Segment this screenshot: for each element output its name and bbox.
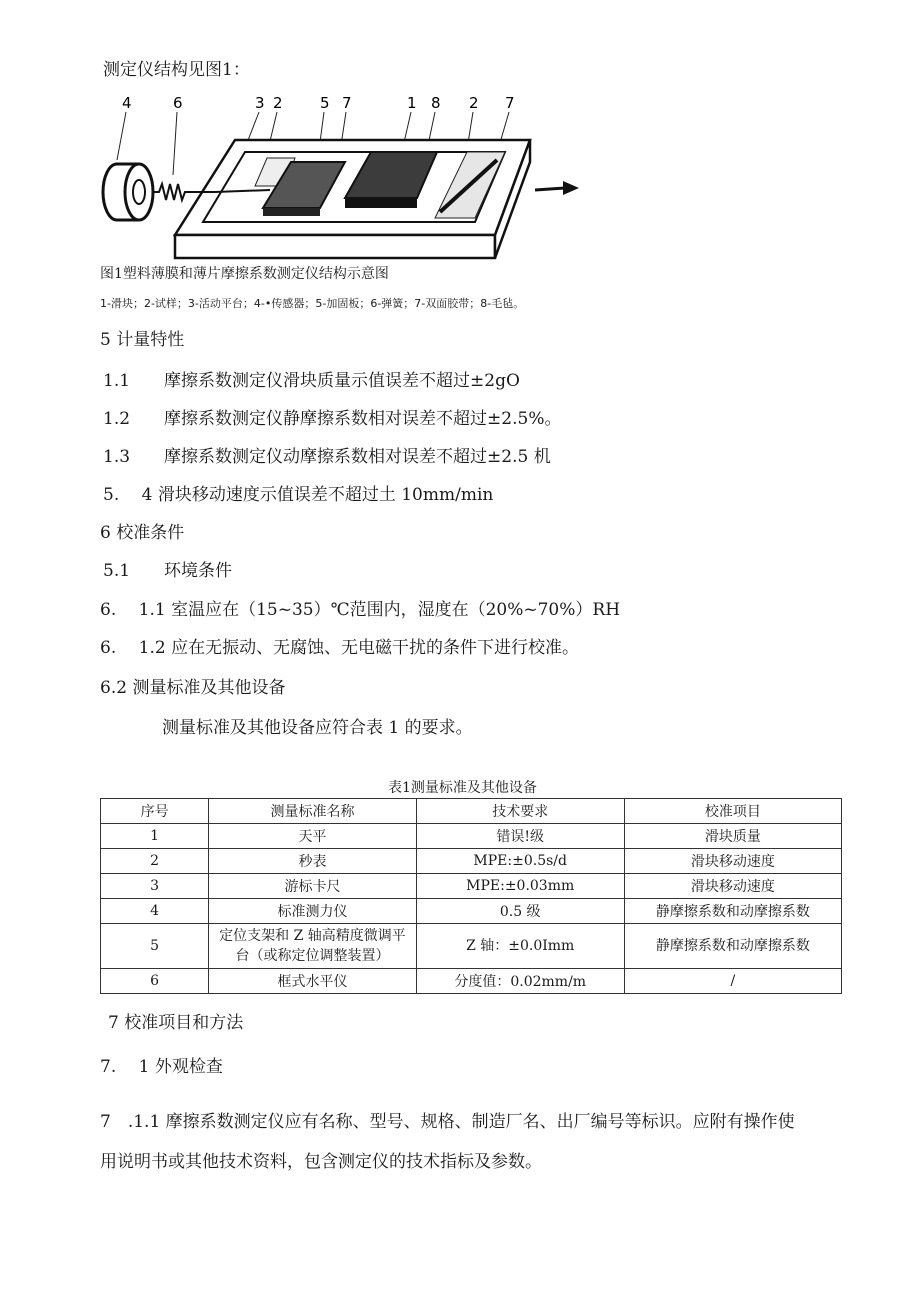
figure-legend: 1-滑块；2-试样；3-活动平台；4-•传感器；5-加固板；6-弹簧；7-双面胶带；8-毛毡。 [100, 297, 525, 310]
figure-label: 6 [173, 94, 183, 112]
table-cell: 滑块质量 [624, 824, 841, 849]
section-heading: 5 计量特性 [100, 330, 185, 350]
figure-label: 7 [505, 94, 515, 112]
spec-item: 5. 4 滑块移动速度示值误差不超过土 10mm/min [103, 485, 494, 505]
table-cell: 静摩擦系数和动摩擦系数 [624, 924, 841, 969]
table-header: 测量标准名称 [209, 799, 417, 824]
subsection-heading: 7. 1 外观检查 [100, 1057, 223, 1077]
friction-tester-diagram [95, 90, 595, 265]
figure-label: 3 [255, 94, 265, 112]
table-header: 校准项目 [624, 799, 841, 824]
table-cell: 2 [101, 849, 209, 874]
table-cell: 滑块移动速度 [624, 874, 841, 899]
section-heading: 6 校准条件 [100, 523, 185, 543]
table-cell: MPE:±0.5s/d [416, 849, 624, 874]
table-row [101, 899, 842, 924]
table-cell: 4 [101, 899, 209, 924]
table-row [101, 824, 842, 849]
table-cell: 秒表 [209, 849, 417, 874]
subsection-heading: 6.2 测量标准及其他设备 [100, 678, 286, 698]
section-heading: 7 校准项目和方法 [108, 1013, 244, 1033]
table-cell: 分度值：0.02mm/m [416, 969, 624, 994]
figure-caption: 图1塑料薄膜和薄片摩擦系数测定仪结构示意图 [100, 266, 389, 282]
figure-label: 8 [431, 94, 441, 112]
paragraph: 用说明书或其他技术资料，包含测定仪的技术指标及参数。 [100, 1152, 542, 1172]
table-cell: 标准测力仪 [209, 899, 417, 924]
table-cell: 0.5 级 [416, 899, 624, 924]
table-cell: 错误!级 [416, 824, 624, 849]
table-row [101, 924, 842, 969]
figure-label: 2 [469, 94, 479, 112]
spec-item: 1.1 摩擦系数测定仪滑块质量示值误差不超过±2gO [103, 371, 520, 391]
figure-label: 7 [342, 94, 352, 112]
subsection-heading: 5.1 环境条件 [103, 561, 233, 581]
equipment-table [100, 798, 842, 994]
table-header: 技术要求 [416, 799, 624, 824]
table-cell: 滑块移动速度 [624, 849, 841, 874]
table-cell: 5 [101, 924, 209, 969]
table-cell: 定位支架和 Z 轴高精度微调平台（或称定位调整装置） [209, 924, 417, 969]
table-header-row [101, 799, 842, 824]
table-cell: Z 轴：±0.0Imm [416, 924, 624, 969]
intro-text: 测定仪结构见图1： [103, 60, 250, 80]
table-row [101, 874, 842, 899]
condition-item: 6. 1.2 应在无振动、无腐蚀、无电磁干扰的条件下进行校准。 [100, 638, 580, 658]
table-row [101, 849, 842, 874]
paragraph: 7 .1.1 摩擦系数测定仪应有名称、型号、规格、制造厂名、出厂编号等标识。应附有操作使 [100, 1112, 795, 1132]
table-cell: / [624, 969, 841, 994]
figure-label: 4 [122, 94, 132, 112]
table-header: 序号 [101, 799, 209, 824]
table-cell: 6 [101, 969, 209, 994]
table-cell: 3 [101, 874, 209, 899]
table-cell: 框式水平仪 [209, 969, 417, 994]
table-cell: 游标卡尺 [209, 874, 417, 899]
spec-item: 1.2 摩擦系数测定仪静摩擦系数相对误差不超过±2.5%。 [103, 409, 562, 429]
table-cell: 1 [101, 824, 209, 849]
table-row [101, 969, 842, 994]
condition-item: 6. 1.1 室温应在（15~35）℃范围内，湿度在（20%~70%）RH [100, 600, 621, 620]
figure-label: 5 [320, 94, 330, 112]
table-caption: 表1测量标准及其他设备 [388, 780, 537, 796]
table-cell: 静摩擦系数和动摩擦系数 [624, 899, 841, 924]
paragraph: 测量标准及其他设备应符合表 1 的要求。 [162, 718, 473, 738]
spec-item: 1.3 摩擦系数测定仪动摩擦系数相对误差不超过±2.5 机 [103, 447, 551, 467]
table-cell: 天平 [209, 824, 417, 849]
table-cell: MPE:±0.03mm [416, 874, 624, 899]
figure-label: 1 [407, 94, 417, 112]
figure-label: 2 [273, 94, 283, 112]
